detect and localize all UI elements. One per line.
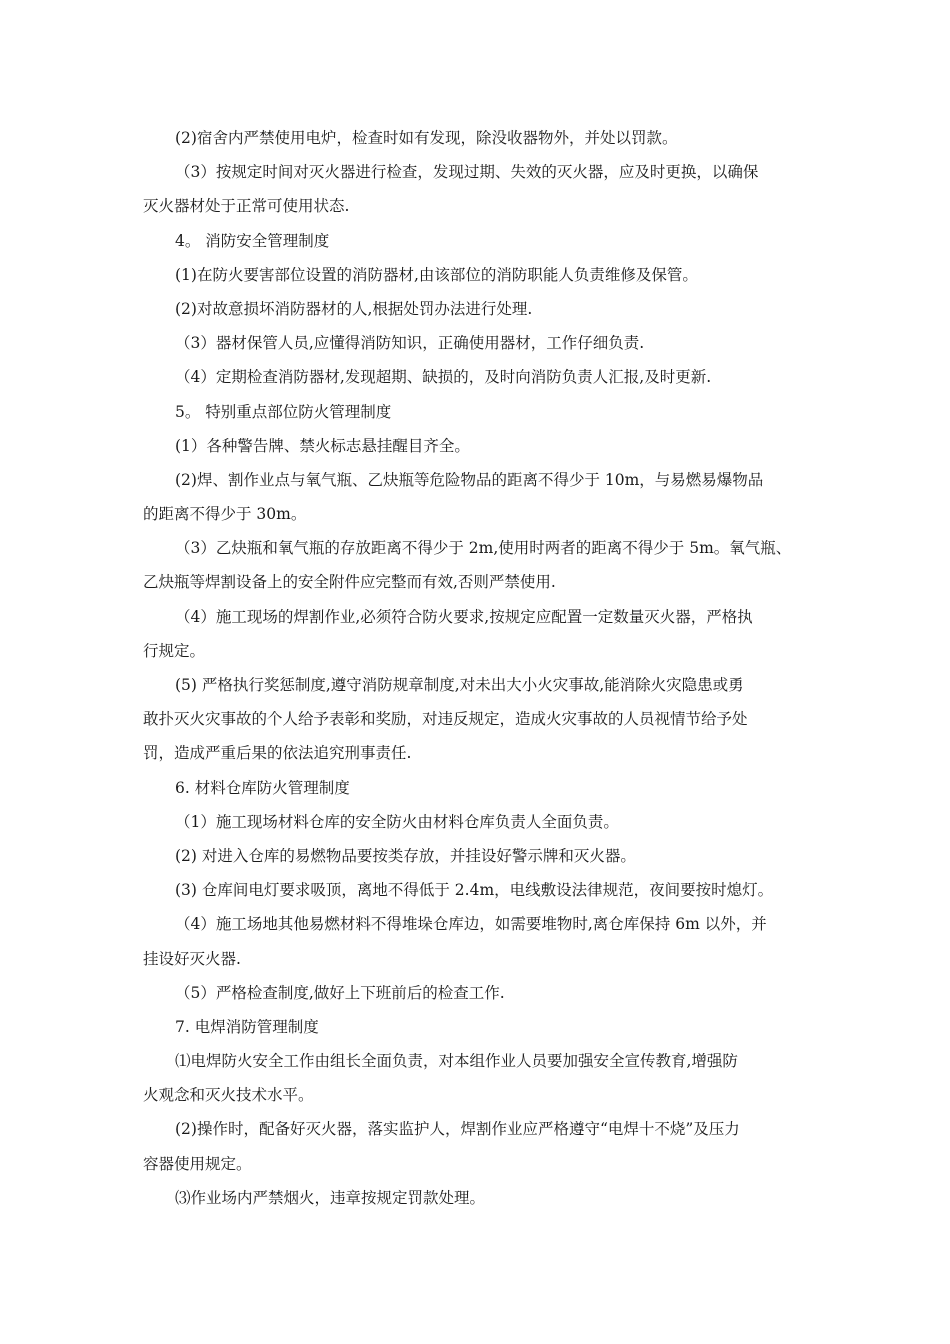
text-line: （4）施工现场的焊割作业,必须符合防火要求,按规定应配置一定数量灭火器，严格执 [175, 607, 753, 626]
text-line: 火观念和灭火技术水平。 [143, 1086, 314, 1105]
text-line: （3）按规定时间对灭火器进行检查，发现过期、失效的灭火器，应及时更换，以确保 [175, 163, 759, 182]
text-line: (2)焊、割作业点与氧气瓶、乙炔瓶等危险物品的距离不得少于 10m，与易燃易爆物品 [175, 470, 764, 489]
text-line: （3）乙炔瓶和氧气瓶的存放距离不得少于 2m,使用时两者的距离不得少于 5m。氧气瓶、 [175, 539, 792, 558]
text-line: (2)对故意损坏消防器材的人,根据处罚办法进行处理. [175, 299, 533, 318]
text-line: (1）各种警告牌、禁火标志悬挂醒目齐全。 [175, 436, 470, 455]
text-line: 6. 材料仓库防火管理制度 [175, 778, 350, 797]
text-line: 4。 消防安全管理制度 [175, 231, 330, 250]
text-line: （4）施工场地其他易燃材料不得堆垛仓库边，如需要堆物时,离仓库保持 6m 以外，并 [175, 915, 767, 934]
text-line: 敢扑灭火灾事故的个人给予表彰和奖励，对违反规定，造成火灾事故的人员视情节给予处 [143, 710, 748, 729]
text-line: 罚，造成严重后果的依法追究刑事责任. [143, 744, 412, 763]
text-line: (2)宿舍内严禁使用电炉，检查时如有发现，除没收器物外，并处以罚款。 [175, 129, 678, 147]
text-line: 挂设好灭火器. [143, 949, 241, 968]
text-line: (3) 仓库间电灯要求吸顶，离地不得低于 2.4m，电线敷设法律规范，夜间要按时熄灯。 [175, 881, 774, 900]
text-line: ⑶作业场内严禁烟火，违章按规定罚款处理。 [175, 1188, 486, 1207]
text-line: (2)操作时，配备好灭火器，落实监护人，焊割作业应严格遵守“电焊十不烧”及压力 [175, 1120, 740, 1139]
text-line: （4）定期检查消防器材,发现超期、缺损的，及时向消防负责人汇报,及时更新. [175, 368, 712, 387]
text-line: （1）施工现场材料仓库的安全防火由材料仓库负责人全面负责。 [175, 812, 619, 831]
document-body [143, 121, 813, 1215]
text-line: 乙炔瓶等焊割设备上的安全附件应完整而有效,否则严禁使用. [143, 573, 556, 592]
text-line: （5）严格检查制度,做好上下班前后的检查工作. [175, 983, 505, 1002]
text-line: 灭火器材处于正常可使用状态. [143, 197, 350, 216]
text-line: (2) 对进入仓库的易燃物品要按类存放，并挂设好警示牌和灭火器。 [175, 846, 636, 865]
text-line: ⑴电焊防火安全工作由组长全面负责，对本组作业人员要加强安全宣传教育,增强防 [175, 1052, 738, 1071]
text-line: 容器使用规定。 [143, 1154, 252, 1173]
text-line: (1)在防火要害部位设置的消防器材,由该部位的消防职能人负责维修及保管。 [175, 265, 698, 284]
text-line: (5) 严格执行奖惩制度,遵守消防规章制度,对未出大小火灾事故,能消除火灾隐患或勇 [175, 676, 744, 694]
text-line: 7. 电焊消防管理制度 [175, 1017, 319, 1036]
text-line: 5。 特别重点部位防火管理制度 [175, 402, 392, 421]
text-line: 的距离不得少于 30m。 [143, 505, 307, 524]
text-line: 行规定。 [143, 641, 206, 660]
text-line: （3）器材保管人员,应懂得消防知识，正确使用器材，工作仔细负责. [175, 334, 645, 353]
